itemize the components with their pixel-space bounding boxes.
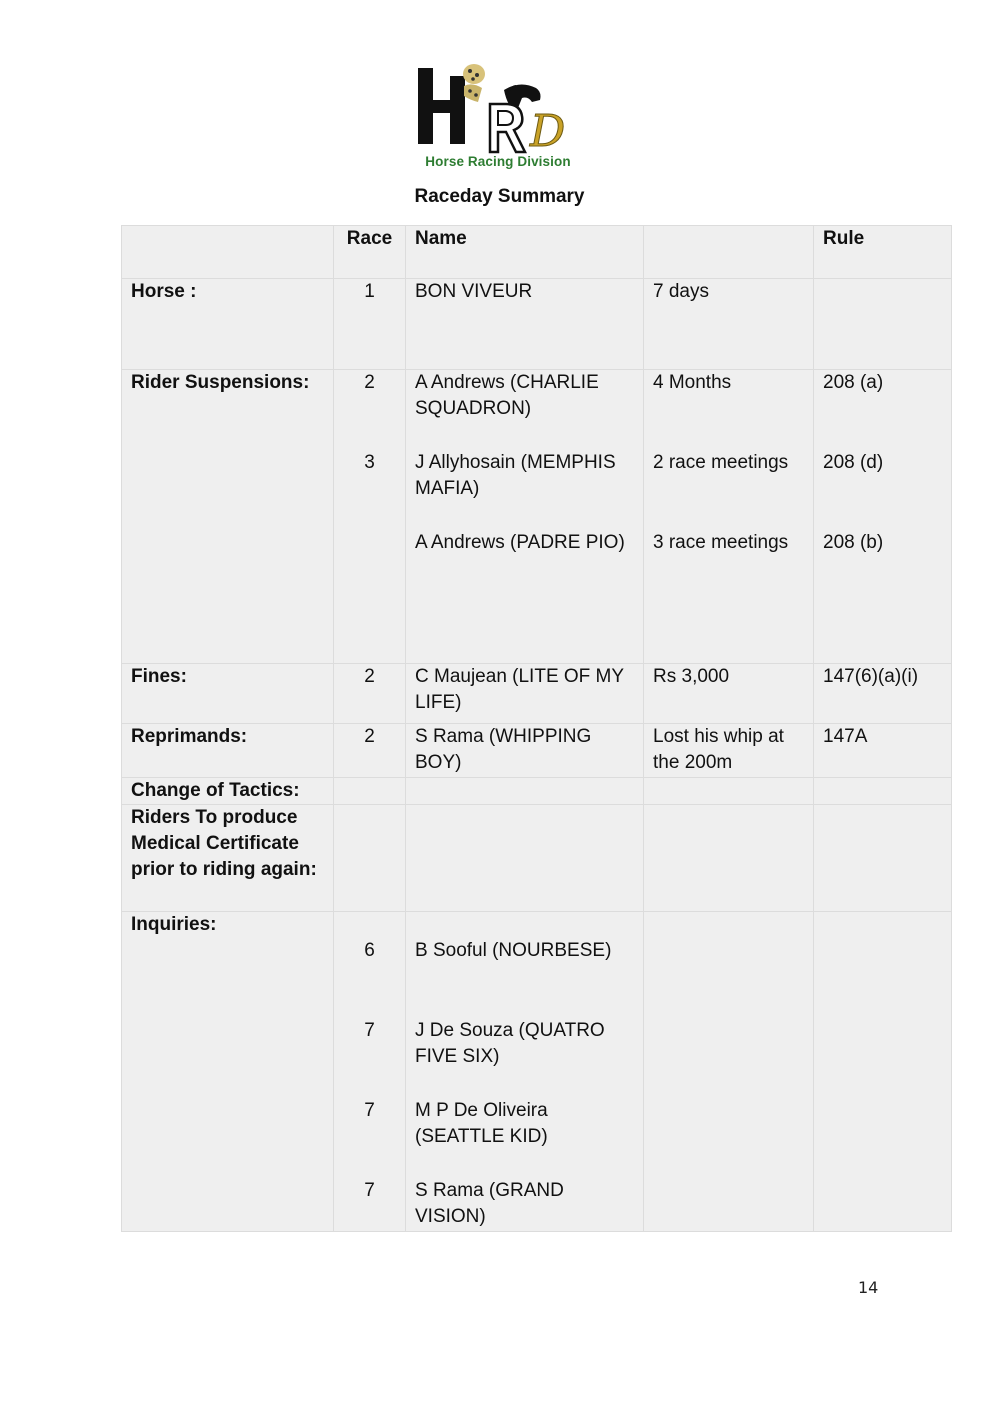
inquiries-row [122, 912, 952, 1232]
inquiry-name: J De Souza (QUATRO FIVE SIX) [415, 1020, 605, 1067]
empty-cell [334, 778, 406, 805]
suspension-race: 3 [364, 452, 375, 473]
header-race: Race [334, 226, 406, 279]
rider-suspensions-row [122, 370, 952, 664]
empty-cell [406, 805, 644, 912]
empty-cell [814, 805, 952, 912]
inquiries-races [334, 912, 406, 1232]
page-title: Raceday Summary [414, 186, 585, 207]
svg-text:D: D [530, 106, 566, 156]
inquiry-name: S Rama (GRAND VISION) [415, 1180, 564, 1227]
inquiry-race: 7 [364, 1180, 375, 1201]
header-label-cell [122, 226, 334, 279]
inquiry-name: B Sooful (NOURBESE) [415, 940, 612, 961]
suspension-rule: 208 (a) [823, 372, 884, 393]
hrd-logo [412, 56, 584, 176]
empty-cell [814, 912, 952, 1232]
fines-race: 2 [334, 664, 406, 724]
rider-suspensions-rules [814, 370, 952, 664]
inquiry-name: M P De Oliveira (SEATTLE KID) [415, 1100, 548, 1147]
suspension-detail: 2 race meetings [653, 452, 789, 473]
suspension-name: A Andrews (CHARLIE SQUADRON) [415, 372, 599, 419]
suspension-race [343, 530, 396, 610]
suspension-rule: 208 (b) [823, 532, 884, 553]
horse-name: BON VIVEUR [406, 279, 644, 370]
rider-suspensions-names [406, 370, 644, 664]
empty-cell [334, 805, 406, 912]
suspension-race: 2 [364, 372, 375, 393]
reprimands-race: 2 [334, 724, 406, 778]
inquiry-race: 6 [364, 940, 375, 961]
page-number: 14 [858, 1278, 879, 1297]
medical-certificate-row [122, 805, 952, 912]
horse-label: Horse : [122, 279, 334, 370]
suspension-detail: 3 race meetings [653, 532, 789, 553]
horse-rule [814, 279, 952, 370]
medical-certificate-label: Riders To produce Medical Certificate prior to riding again: [122, 805, 334, 912]
inquiry-race: 7 [364, 1100, 375, 1121]
horse-race: 1 [334, 279, 406, 370]
suspension-rule: 208 (d) [823, 452, 884, 473]
fines-label: Fines: [122, 664, 334, 724]
empty-cell [406, 778, 644, 805]
suspension-detail: 4 Months [653, 372, 732, 393]
header-rule: Rule [814, 226, 952, 279]
raceday-summary-table [121, 225, 952, 1232]
rider-suspensions-details [644, 370, 814, 664]
rider-suspensions-races [334, 370, 406, 664]
inquiries-names [406, 912, 644, 1232]
fines-detail: Rs 3,000 [644, 664, 814, 724]
reprimands-detail: Lost his whip at the 200m [644, 724, 814, 778]
reprimands-label: Reprimands: [122, 724, 334, 778]
horse-detail: 7 days [644, 279, 814, 370]
empty-cell [814, 778, 952, 805]
fines-rule: 147(6)(a)(i) [814, 664, 952, 724]
inquiries-label: Inquiries: [122, 912, 334, 1232]
horse-row [122, 279, 952, 370]
fines-row [122, 664, 952, 724]
table-header-row [122, 226, 952, 279]
suspension-name: A Andrews (PADRE PIO) [415, 532, 625, 553]
logo-caption: Horse Racing Division [425, 154, 571, 169]
fines-name: C Maujean (LITE OF MY LIFE) [406, 664, 644, 724]
suspension-name: J Allyhosain (MEMPHIS MAFIA) [415, 452, 616, 499]
header-name: Name [406, 226, 644, 279]
reprimands-row [122, 724, 952, 778]
reprimands-name: S Rama (WHIPPING BOY) [406, 724, 644, 778]
rider-suspensions-label: Rider Suspensions: [122, 370, 334, 664]
change-of-tactics-row [122, 778, 952, 805]
reprimands-rule: 147A [814, 724, 952, 778]
empty-cell [644, 912, 814, 1232]
inquiry-race: 7 [364, 1020, 375, 1041]
empty-cell [644, 805, 814, 912]
header-detail [644, 226, 814, 279]
hrd-logo-mark-icon [412, 56, 584, 156]
change-of-tactics-label: Change of Tactics: [122, 778, 334, 805]
empty-cell [644, 778, 814, 805]
